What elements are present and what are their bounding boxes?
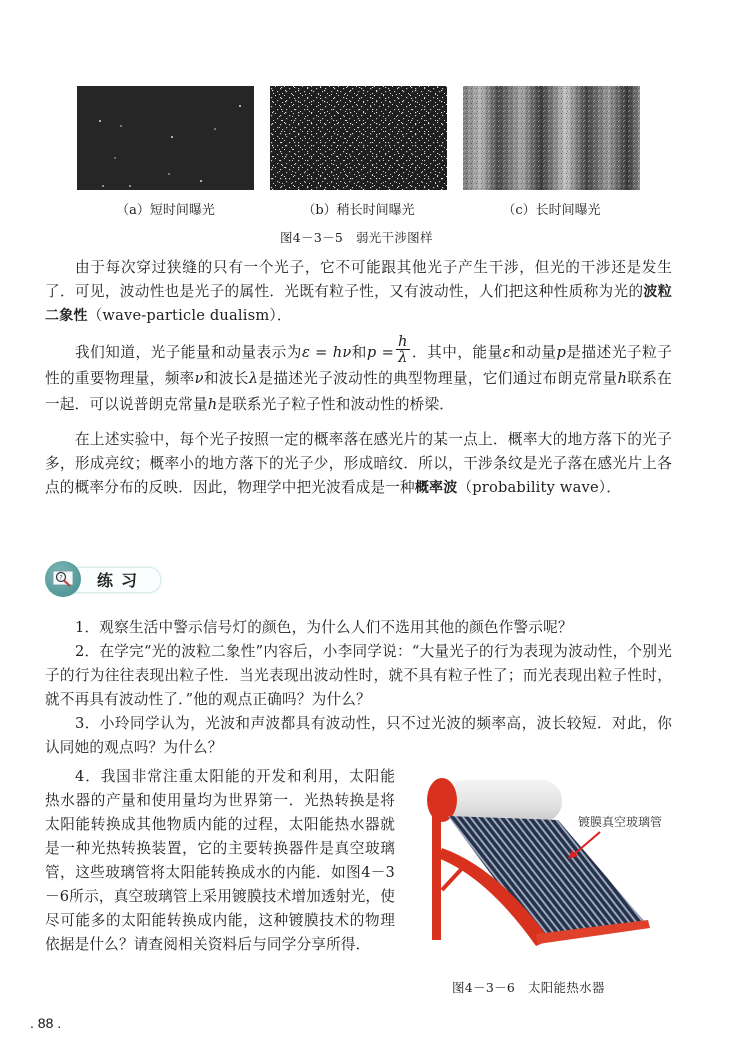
paragraph-text: 我们知道，光子能量和动量表示为	[75, 344, 302, 361]
paragraph-text: （wave-particle dualism）．	[87, 307, 292, 324]
interference-fringes-image	[463, 86, 640, 190]
symbol-p: p	[556, 344, 567, 361]
fraction-numerator: h	[398, 333, 408, 350]
paragraph-text: （probability wave）．	[457, 479, 622, 496]
subfigure-caption-c: （c）长时间曝光	[502, 203, 601, 218]
term-wave-particle-duality: 波粒二象性	[45, 284, 672, 324]
figure-4-3-5-caption: 图4－3－5 弱光干涉图样	[280, 230, 433, 245]
symbol-lambda: λ	[248, 370, 259, 387]
paragraph-text: 和动量	[510, 344, 557, 361]
fraction-h-over-lambda	[396, 335, 410, 365]
question-2: 2．在学完“光的波粒二象性”内容后，小李同学说：“大量光子的行为表现为波动性，个别光子的行为往往表现出粒子性．当光表现出波动性时，就不具有粒子性了；而光表现出粒子性时，就不再具有波动性了．”他的观点正确吗？为什么？	[45, 643, 672, 708]
paragraph-probability-wave	[45, 428, 672, 500]
paragraph-text: 是描述光子粒子性的重要物理量，频率	[45, 344, 672, 387]
svg-text:?: ?	[59, 574, 63, 582]
coated-vacuum-tube-label: 镀膜真空玻璃管	[578, 815, 663, 829]
figure-a-short-exposure	[77, 86, 254, 190]
paragraph-text: 在上述实验中，每个光子按照一定的概率落在感光片的某一点上．概率大的地方落下的光子多，形成亮纹；概率小的地方落下的光子少，形成暗纹．所以，干涉条纹是光子落在感光片上各点的概率分布的反映．因此，物理学中把光波看成是一种	[45, 431, 672, 496]
sparse-photon-dots-image	[77, 86, 254, 190]
annotation-arrow-icon	[566, 830, 606, 860]
solar-water-heater-image	[418, 768, 698, 968]
symbol-h: h	[617, 370, 628, 387]
figure-4-3-6-caption: 图4－3－6 太阳能热水器	[452, 980, 605, 995]
page-number: . 88 .	[30, 1015, 62, 1031]
equation-energy: ε = hν	[301, 344, 352, 361]
figure-b-medium-exposure	[270, 86, 447, 190]
paragraph-text: 和波长	[203, 370, 249, 387]
practice-section-banner	[45, 561, 160, 597]
fraction-denominator: λ	[398, 349, 408, 366]
magnifier-question-icon	[45, 561, 81, 597]
practice-title: 练习	[97, 571, 146, 590]
paragraph-text: 和	[351, 344, 367, 361]
figure-c-long-exposure	[463, 86, 640, 190]
symbol-h: h	[207, 396, 218, 413]
symbol-epsilon: ε	[502, 344, 511, 361]
paragraph-text: 是描述光子波动性的典型物理量，它们通过布朗克常量	[258, 370, 618, 387]
paragraph-energy-momentum	[45, 333, 672, 418]
equation-momentum-lhs: p =	[366, 344, 395, 361]
paragraph-wave-particle-duality	[45, 256, 672, 328]
paragraph-text: ．其中，能量	[411, 344, 503, 361]
subfigure-caption-a: （a）短时间曝光	[116, 203, 215, 218]
subfigure-caption-b: （b）稍长时间曝光	[302, 203, 415, 218]
paragraph-text: 是联系光子粒子性和波动性的桥梁．	[217, 396, 455, 413]
symbol-nu: ν	[194, 370, 204, 387]
random-photon-dots-image	[270, 86, 447, 190]
question-3: 3．小玲同学认为，光波和声波都具有波动性，只不过光波的频率高，波长较短．对此，你认同她的观点吗？为什么？	[45, 715, 672, 756]
paragraph-text: 联系在一起．可以说普朗克常量	[45, 370, 672, 413]
term-probability-wave: 概率波	[414, 480, 458, 496]
question-1: 1．观察生活中警示信号灯的颜色，为什么人们不选用其他的颜色作警示呢？	[75, 619, 573, 636]
paragraph-text: 由于每次穿过狭缝的只有一个光子，它不可能跟其他光子产生干涉，但光的干涉还是发生了．可见，波动性也是光子的属性．光既有粒子性，又有波动性，人们把这种性质称为光的	[45, 259, 672, 300]
question-4: 4．我国非常注重太阳能的开发和利用，太阳能热水器的产量和使用量均为世界第一．光热转换是将太阳能转换成其他物质内能的过程，太阳能热水器就是一种光热转换装置，它的主要转换器件是真空玻璃管，这些玻璃管将太阳能转换成水的内能．如图4－3－6所示，真空玻璃管上采用镀膜技术增加透射光，使尽可能多的太阳能转换成内能，这种镀膜技术的物理依据是什么？请查阅相关资料后与同学分享所得．	[45, 768, 395, 953]
